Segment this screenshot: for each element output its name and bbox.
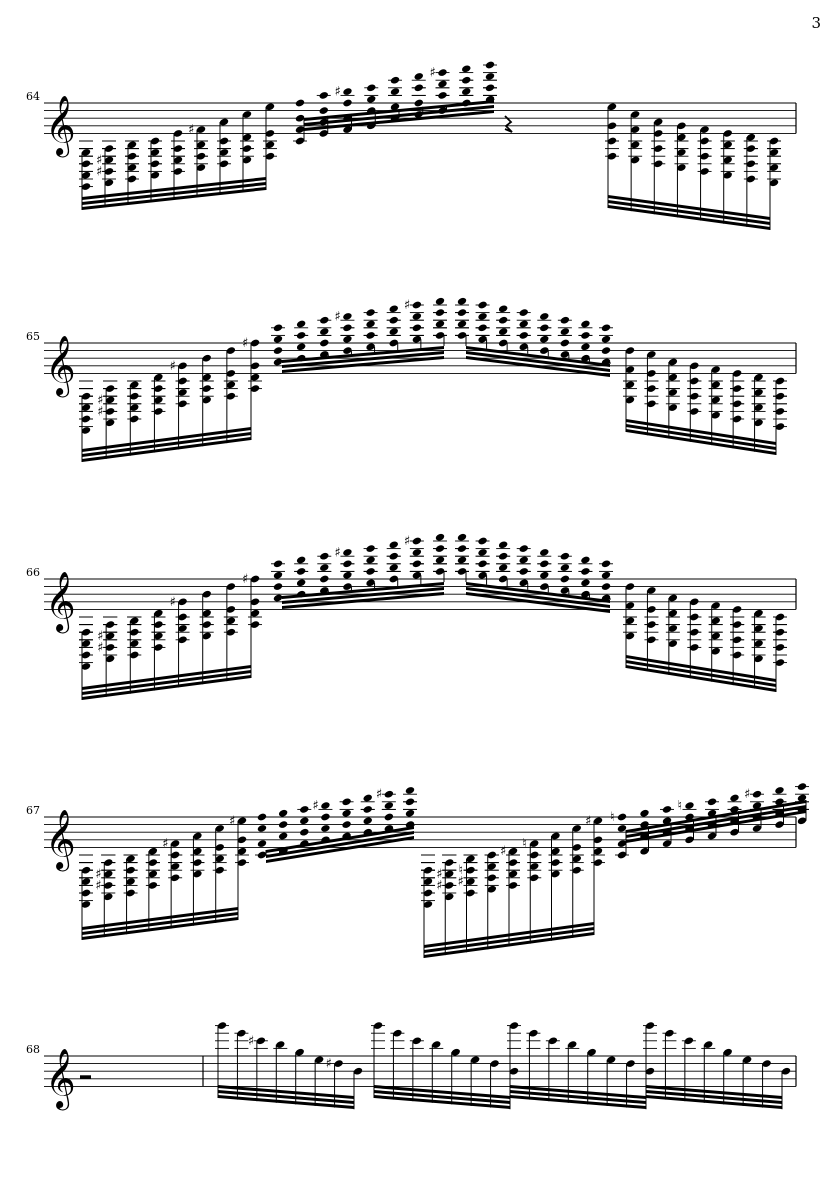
notehead: [457, 555, 467, 564]
notehead: [539, 571, 549, 580]
notehead: [273, 335, 283, 344]
sharp-accidental: ♯: [96, 153, 103, 168]
sharp-accidental: ♯: [229, 813, 236, 829]
notehead: [560, 574, 570, 583]
notehead: [257, 839, 267, 848]
notehead: [518, 319, 528, 328]
sharp-accidental: ♯: [436, 867, 443, 882]
notehead: [539, 312, 549, 321]
notehead: [299, 816, 309, 825]
notehead: [405, 809, 415, 818]
sharp-accidental: ♯: [242, 572, 249, 587]
measure-number-68: 68: [26, 1043, 40, 1056]
notehead: [273, 571, 283, 580]
notehead: [457, 533, 467, 542]
notehead: [580, 578, 590, 587]
notehead: [498, 304, 508, 313]
notehead: [412, 312, 422, 321]
sharp-accidental: ♯: [429, 65, 436, 81]
notehead: [457, 319, 467, 328]
notehead: [414, 98, 424, 107]
sharp-accidental: ♯: [242, 336, 249, 351]
notehead: [341, 809, 351, 818]
measure-number-66: 66: [26, 566, 40, 579]
notehead: [273, 593, 283, 602]
notehead: [435, 297, 445, 306]
treble-clef: 𝄞: [45, 335, 76, 396]
sharp-accidental: ♯: [744, 787, 751, 803]
treble-clef: 𝄞: [45, 95, 76, 156]
notehead: [384, 812, 394, 821]
notehead: [388, 563, 398, 572]
notehead: [342, 335, 352, 344]
notehead: [319, 327, 329, 336]
sharp-accidental: ♯: [334, 309, 341, 325]
notehead: [580, 342, 590, 351]
notehead: [320, 824, 330, 833]
sharp-accidental: ♯: [334, 84, 341, 100]
notehead: [560, 327, 570, 336]
notehead: [601, 346, 611, 355]
notehead: [342, 571, 352, 580]
sharp-accidental: ♯: [162, 836, 169, 852]
sharp-accidental: ♯: [97, 640, 104, 656]
notehead: [278, 820, 288, 829]
notehead: [388, 304, 398, 313]
notehead: [457, 297, 467, 306]
notehead: [461, 87, 471, 96]
notehead: [498, 540, 508, 549]
natural-accidental: ♮: [458, 863, 464, 879]
notehead: [296, 578, 306, 587]
sharp-accidental: ♯: [312, 798, 319, 814]
natural-accidental: ♮: [610, 810, 615, 825]
sharp-accidental: ♯: [500, 844, 507, 860]
notehead: [295, 98, 305, 107]
sharp-accidental: ♯: [95, 867, 102, 882]
system-64: [44, 60, 796, 230]
notehead: [560, 563, 570, 572]
notehead: [617, 812, 627, 821]
treble-clef: 𝄞: [45, 571, 76, 632]
sharp-accidental: ♯: [403, 298, 411, 313]
notehead: [498, 563, 508, 572]
notehead: [435, 319, 445, 328]
sharp-accidental: ♯: [457, 874, 464, 890]
notehead: [388, 540, 398, 549]
notehead: [278, 809, 288, 818]
notehead: [435, 533, 445, 542]
notehead: [539, 335, 549, 344]
notehead: [601, 582, 611, 591]
notehead: [539, 548, 549, 557]
notehead: [390, 87, 400, 96]
notehead: [296, 555, 306, 564]
notehead: [366, 95, 376, 104]
notehead: [319, 106, 329, 115]
half-rest: [80, 1075, 91, 1079]
system-67: [44, 782, 809, 958]
notehead: [342, 312, 352, 321]
notehead: [273, 357, 283, 366]
notehead: [405, 786, 415, 795]
notehead: [278, 831, 288, 840]
notehead: [257, 812, 267, 821]
notehead: [342, 87, 352, 96]
notehead: [435, 555, 445, 564]
notehead: [299, 828, 309, 837]
sharp-accidental: ♯: [375, 787, 383, 803]
notehead: [774, 786, 784, 795]
sharp-accidental: ♯: [188, 122, 195, 138]
notehead: [365, 319, 375, 328]
sharp-accidental: ♯: [95, 878, 102, 894]
natural-accidental: ♮: [677, 798, 683, 814]
beam: [82, 907, 238, 930]
notehead: [601, 335, 611, 344]
beam: [626, 424, 776, 450]
notehead: [684, 801, 694, 810]
notehead: [461, 64, 471, 73]
measure-number-65: 65: [26, 330, 40, 343]
notehead: [560, 338, 570, 347]
notehead: [341, 820, 351, 829]
notehead: [362, 816, 372, 825]
notehead: [437, 79, 447, 88]
sharp-accidental: ♯: [325, 1056, 332, 1072]
measure-number-64: 64: [26, 90, 40, 103]
notehead: [319, 338, 329, 347]
sharp-accidental: ♯: [247, 1033, 255, 1049]
notehead: [319, 574, 329, 583]
sharp-accidental: ♯: [436, 878, 443, 894]
sharp-accidental: ♯: [403, 534, 411, 549]
treble-clef: 𝄞: [45, 1048, 76, 1109]
page-number: 3: [811, 14, 821, 32]
notehead: [580, 319, 590, 328]
sharp-accidental: ♯: [585, 813, 592, 829]
notehead: [729, 793, 739, 802]
notehead: [273, 346, 283, 355]
notehead: [296, 319, 306, 328]
notehead: [342, 98, 352, 107]
notehead: [518, 555, 528, 564]
notehead: [257, 824, 267, 833]
notehead: [342, 548, 352, 557]
treble-clef: 𝄞: [45, 809, 76, 870]
notehead: [296, 342, 306, 351]
notehead: [412, 548, 422, 557]
notehead: [388, 327, 398, 336]
notehead: [320, 801, 330, 810]
notehead: [477, 312, 487, 321]
notehead: [580, 555, 590, 564]
beam: [626, 660, 776, 687]
sharp-accidental: ♯: [334, 545, 341, 561]
beam: [266, 831, 414, 858]
beam: [82, 917, 238, 940]
notehead: [273, 582, 283, 591]
sharp-accidental: ♯: [169, 358, 176, 374]
sharp-accidental: ♯: [97, 629, 104, 644]
notehead: [498, 327, 508, 336]
notehead: [639, 809, 649, 818]
notehead: [384, 801, 394, 810]
beam: [82, 670, 251, 695]
notehead: [319, 563, 329, 572]
notehead: [601, 571, 611, 580]
measure-number-67: 67: [26, 804, 40, 817]
system-66: [44, 533, 796, 700]
notehead: [485, 72, 495, 81]
notehead: [477, 548, 487, 557]
system-65: [44, 297, 796, 462]
system-68: [44, 1021, 796, 1110]
sharp-accidental: ♯: [97, 393, 104, 408]
sharp-accidental: ♯: [97, 404, 104, 420]
beam: [608, 200, 770, 225]
notehead: [362, 793, 372, 802]
notehead: [365, 555, 375, 564]
notehead: [414, 72, 424, 81]
beam: [82, 912, 238, 935]
beam: [82, 432, 251, 457]
notehead: [320, 812, 330, 821]
sharp-accidental: ♯: [169, 594, 176, 610]
natural-accidental: ♮: [522, 836, 527, 852]
sharp-accidental: ♯: [96, 164, 103, 180]
